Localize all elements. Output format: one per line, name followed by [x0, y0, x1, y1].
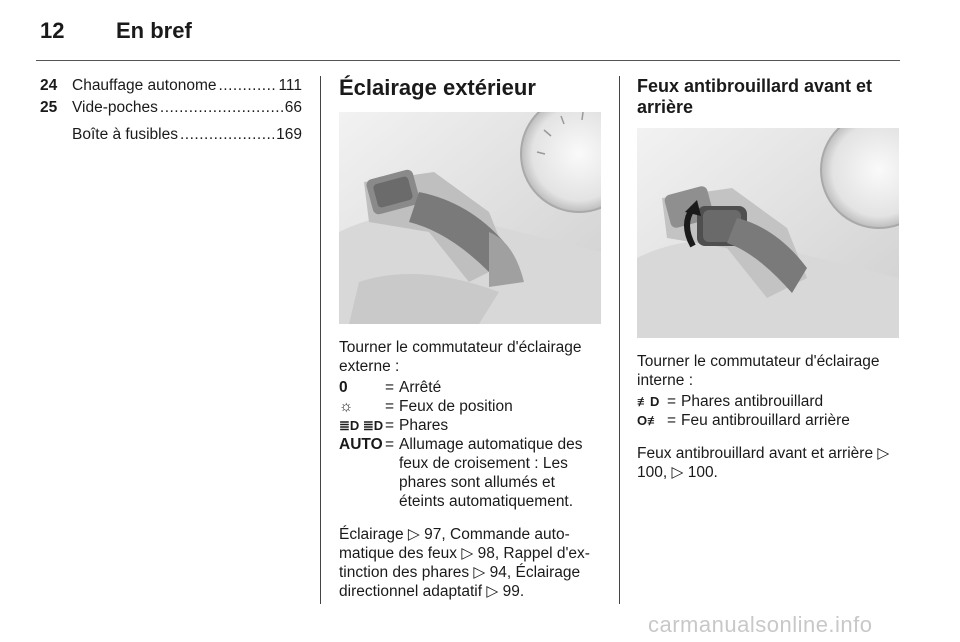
toc-entry-label: Chauffage autonome — [72, 77, 217, 94]
watermark: carmanualsonline.info — [648, 612, 873, 637]
fog-symbol-list — [637, 392, 901, 430]
equals-sign: = — [385, 417, 395, 434]
toc-entry-label: Boîte à fusibles — [72, 126, 178, 143]
exterior-intro-text: Tourner le commutateur d'éclairage externe : — [339, 339, 582, 375]
fog-intro-text: Tourner le commutateur d'éclairage interne : — [637, 353, 880, 389]
toc-entry-page: 169 — [276, 126, 302, 143]
page-number: 12 — [40, 18, 65, 43]
definition-text: Phares — [399, 417, 449, 434]
fog-references: Feux antibrouillard avant et arrière ▷ 100, ▷ 100. — [637, 445, 890, 481]
exterior-lighting-section — [339, 76, 601, 601]
definition-text: Phares antibrouillard — [681, 393, 824, 410]
toc-leader-dots — [160, 98, 283, 117]
toc-column — [40, 76, 302, 147]
toc-leader-dots — [219, 76, 277, 95]
header-rule — [36, 60, 900, 61]
toc-entry-page: 66 — [284, 99, 302, 116]
page-title: En bref — [116, 18, 192, 43]
page-header — [0, 0, 960, 60]
definition-text: Feu antibrouillard arrière — [681, 412, 850, 429]
exterior-references: Éclairage ▷ 97, Commande auto-matique des feux ▷ 98, Rappel d'ex-tinction des phares ▷ 94, Éclairage directionnel adaptatif ▷ 99. — [339, 526, 590, 600]
definition-text: Arrêté — [399, 379, 442, 396]
fog-switch-illustration — [637, 128, 899, 338]
equals-sign: = — [385, 398, 395, 415]
equals-sign: = — [667, 393, 677, 410]
rear-fog-light-icon: O≢ — [637, 413, 661, 428]
toc-entry-number: 24 — [40, 77, 58, 94]
front-fog-light-icon: ≢D — [637, 394, 660, 409]
equals-sign: = — [385, 379, 395, 396]
column-divider-1 — [320, 76, 321, 604]
fog-lights-section — [637, 76, 901, 482]
toc-entry[interactable] — [40, 98, 302, 117]
toc-entry-label: Vide-poches — [72, 99, 158, 116]
toc-leader-dots — [180, 125, 274, 144]
toc-entry-page: 111 — [278, 77, 302, 94]
auto-light-label: AUTO — [339, 436, 383, 453]
exterior-lighting-heading: Éclairage extérieur — [339, 75, 536, 100]
equals-sign: = — [385, 436, 395, 453]
fog-switch-photo — [637, 128, 899, 338]
definition-text: Feux de position — [399, 398, 513, 415]
toc-entry-number: 25 — [40, 99, 58, 116]
fog-lights-heading: Feux antibrouillard avant et arrière — [637, 76, 873, 117]
toc-entry[interactable] — [40, 76, 302, 95]
light-switch-photo — [339, 112, 601, 324]
exterior-symbol-list — [339, 378, 601, 511]
position-light-icon: ☼ — [339, 398, 354, 415]
headlight-icon: ≣D ≣D — [339, 418, 384, 433]
toc-entry[interactable] — [40, 125, 302, 144]
equals-sign: = — [667, 412, 677, 429]
column-divider-2 — [619, 76, 620, 604]
light-switch-illustration — [339, 112, 601, 324]
off-icon: 0 — [339, 379, 348, 396]
definition-text: Allumage automatique des feux de croisement : Les phares sont allumés et éteints automatiquement. — [399, 436, 583, 510]
